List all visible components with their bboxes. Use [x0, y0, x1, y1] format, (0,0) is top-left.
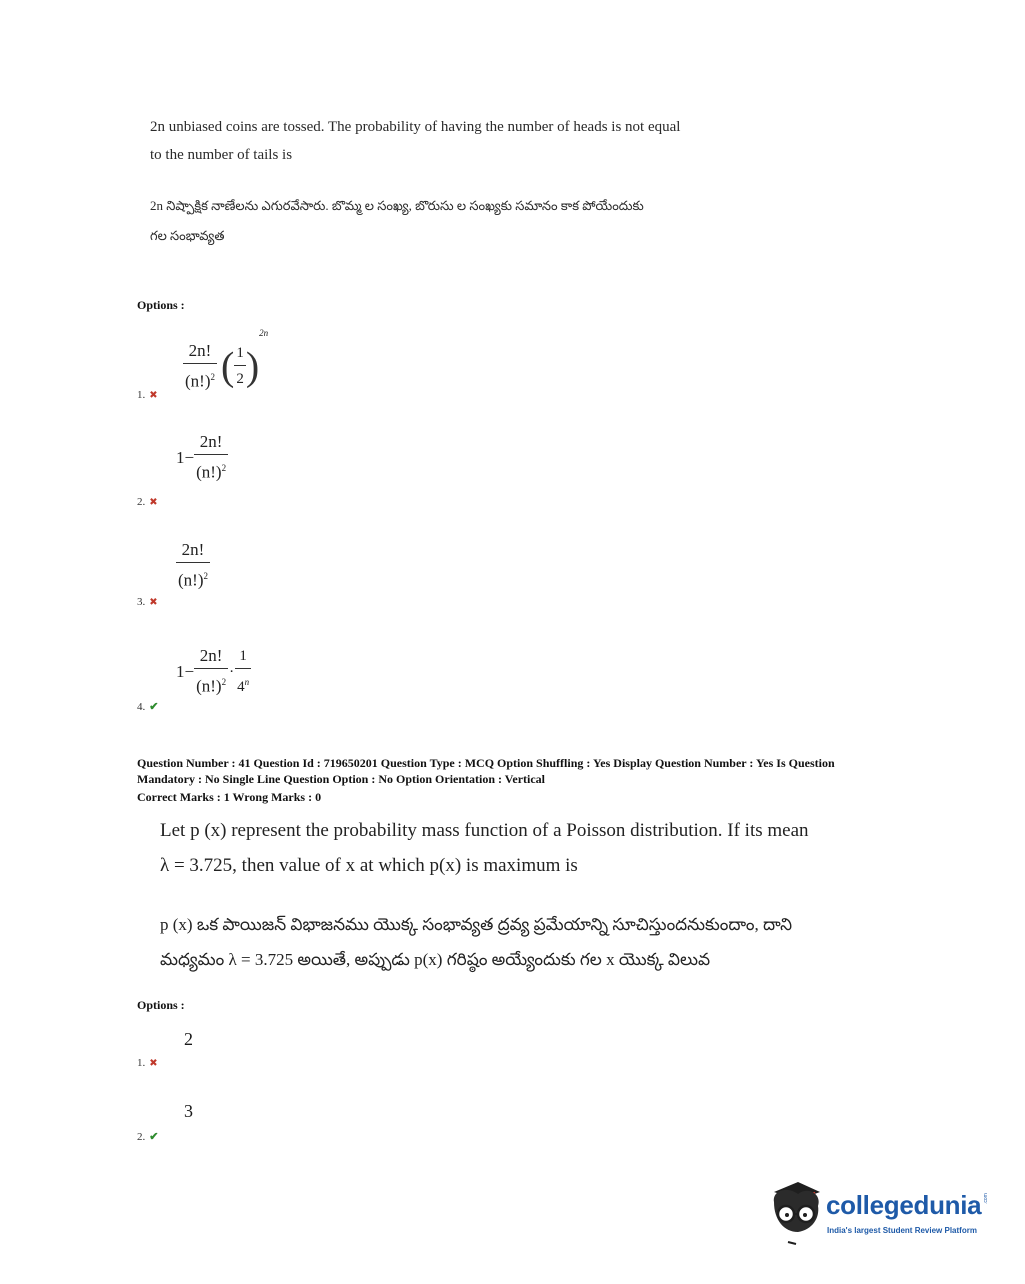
- meta-line-2: Mandatory : No Single Line Question Option : No Option Orientation : Vertical: [137, 772, 546, 786]
- q1-text-line1: 2n unbiased coins are tossed. The probability of having the number of heads is not equal: [150, 119, 681, 135]
- frac-denominator: $(n!)^2$: [178, 570, 208, 590]
- option-number: 1.: [137, 389, 146, 401]
- q1-option-4-expression: [176, 644, 251, 700]
- collegedunia-logo[interactable]: [768, 1176, 993, 1248]
- frac-numerator: 2n!: [183, 339, 217, 364]
- exponent-2n: 2n: [259, 328, 269, 338]
- wrong-icon: ✖: [149, 497, 158, 508]
- frac-denominator: 4$^n$: [237, 677, 250, 695]
- q2-option-1-value: 2: [184, 1029, 193, 1049]
- option-number: 3.: [137, 596, 146, 608]
- frac-numerator: 2n!: [194, 644, 228, 669]
- meta-line-1: Question Number : 41 Question Id : 719650201 Question Type : MCQ Option Shuffling : Yes Display Question Number : Yes Is Question: [137, 756, 835, 770]
- logo-com-suffix: .com: [983, 1193, 989, 1204]
- q2-telugu-line1: p (x) ఒక పాయిజన్ విభాజనము యొక్క సంభావ్యత ద్రవ్య ప్రమేయాన్ని సూచిస్తుందనుకుందాం, దాని: [160, 915, 793, 934]
- q1-option-3-expression: [176, 538, 210, 594]
- one-minus: 1−: [176, 662, 195, 681]
- q1-telugu-line2: గల సంభావ్యత: [150, 228, 225, 243]
- q1-option-4[interactable]: [137, 700, 158, 713]
- wrong-icon: ✖: [149, 390, 158, 401]
- frac-denominator: $(n!)^2$: [196, 462, 227, 482]
- right-paren: ): [245, 343, 260, 389]
- q2-option-2[interactable]: [137, 1130, 158, 1143]
- dot: ·: [229, 663, 235, 680]
- option-number: 1.: [137, 1057, 146, 1069]
- half-numerator: 1: [234, 341, 246, 366]
- one-minus: 1−: [176, 447, 195, 467]
- q2-option-1[interactable]: [137, 1057, 158, 1069]
- check-icon: ✔: [149, 701, 159, 713]
- q1-options-label: Options :: [137, 298, 185, 312]
- wrong-icon: ✖: [149, 597, 158, 608]
- q2-text-line2: λ = 3.725, then value of x at which p(x) is maximum is: [160, 855, 578, 876]
- option-number: 2.: [137, 1131, 146, 1143]
- q1-option-2-expression: [176, 430, 228, 486]
- meta-line-3: Correct Marks : 1 Wrong Marks : 0: [137, 790, 322, 804]
- q2-option-2-value: 3: [184, 1101, 193, 1121]
- q1-option-2[interactable]: [137, 496, 158, 508]
- question-meta: [137, 755, 907, 805]
- wrong-icon: ✖: [149, 1058, 158, 1069]
- frac-numerator: 2n!: [194, 430, 228, 455]
- q2-telugu-line2: మధ్యమం λ = 3.725 అయితే, అప్పుడు p(x) గరిష్ఠం అయ్యేందుకు గల x యొక్క విలువ: [160, 950, 711, 969]
- frac-numerator: 2n!: [176, 538, 210, 563]
- frac-numerator: 1: [235, 644, 251, 669]
- q1-option-1[interactable]: [137, 389, 158, 401]
- mascot-icon: [768, 1176, 826, 1248]
- frac-denominator: $(n!)^2$: [196, 676, 227, 696]
- q1-text-line2: to the number of tails is: [150, 147, 293, 163]
- frac-denominator: $(n!)^2$: [185, 371, 215, 391]
- q2-text-line1: Let p (x) represent the probability mass function of a Poisson distribution. If its mean: [160, 820, 809, 841]
- logo-tagline: India's largest Student Review Platform: [827, 1226, 977, 1235]
- check-icon: ✔: [149, 1131, 159, 1143]
- logo-wordmark: collegedunia: [826, 1190, 982, 1220]
- q2-options-label: Options :: [137, 998, 185, 1012]
- half-denominator: 2: [236, 370, 244, 387]
- q1-option-3[interactable]: [137, 596, 158, 608]
- q1-option-1-expression: [183, 328, 268, 394]
- option-number: 4.: [137, 701, 146, 713]
- option-number: 2.: [137, 496, 146, 508]
- q1-telugu-line1: 2n నిష్పాక్షిక నాణేలను ఎగురవేసారు. బొమ్మ ల సంఖ్య, బొరుసు ల సంఖ్యకు సమానం కాక పోయేందుకు: [150, 198, 644, 213]
- left-paren: (: [220, 343, 235, 389]
